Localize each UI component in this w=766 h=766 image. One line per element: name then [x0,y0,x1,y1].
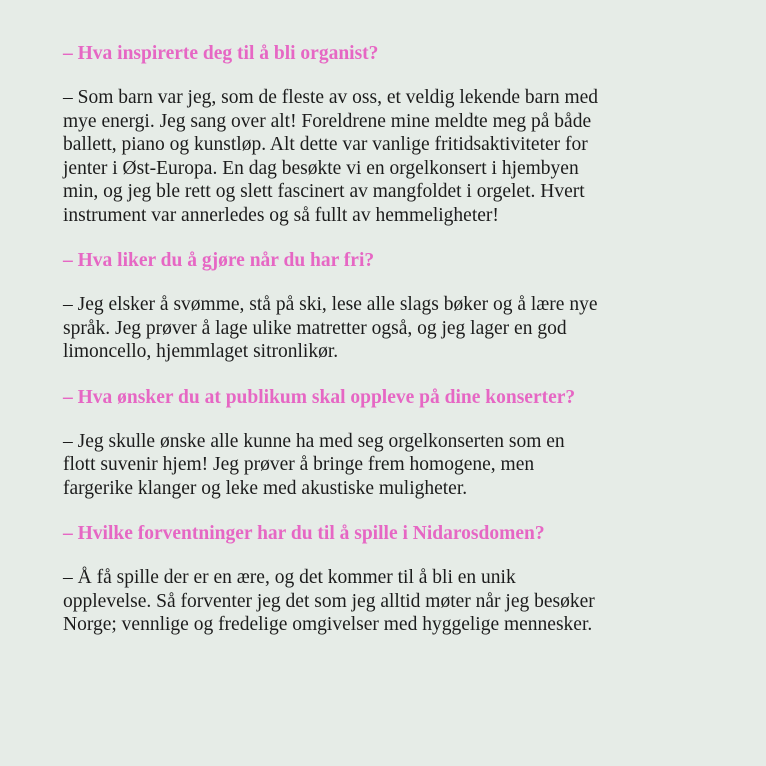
qa-block-3 [63,386,726,501]
answer-line: Norge; vennlige og fredelige omgivelser med hyggelige mennesker. [63,614,593,635]
answer-line: min, og jeg ble rett og slett fascinert av mangfoldet i orgelet. Hvert [63,181,585,202]
answer-line: – Jeg skulle ønske alle kunne ha med seg orgelkonserten som en [63,430,565,452]
answer-line: limoncello, hjemmlaget sitronlikør. [63,341,339,362]
answer-line: mye energi. Jeg sang over alt! Foreldrene mine meldte meg på både [63,110,592,132]
answer-line: språk. Jeg prøver å lage ulike matretter også, og jeg lager en god [63,317,567,339]
question-heading: – Hva inspirerte deg til å bli organist? [63,43,379,64]
answer-line: – Å få spille der er en ære, og det kommer til å bli en unik [63,567,516,588]
answer-paragraph [63,293,726,364]
answer-line: ballett, piano og kunstløp. Alt dette var vanlige fritidsaktiviteter for [63,134,588,155]
answer-line: jenter i Øst-Europa. En dag besøkte vi en orgelkonsert i hjembyen [63,157,579,179]
qa-block-4 [63,522,726,637]
answer-line: fargerike klanger og leke med akustiske muligheter. [63,477,468,499]
answer-line: instrument var annerledes og så fullt av hemmeligheter! [63,204,499,226]
question-heading: – Hvilke forventninger har du til å spille i Nidarosdomen? [63,523,545,544]
answer-line: – Som barn var jeg, som de fleste av oss, et veldig lekende barn med [63,87,599,108]
question-heading: – Hva liker du å gjøre når du har fri? [63,250,375,271]
answer-line: flott suvenir hjem! Jeg prøver å bringe frem homogene, men [63,454,535,475]
answer-paragraph [63,566,726,637]
qa-block-1 [63,42,726,227]
answer-paragraph [63,430,726,501]
question-heading: – Hva ønsker du at publikum skal oppleve på dine konserter? [63,386,576,408]
answer-line: opplevelse. Så forventer jeg det som jeg alltid møter når jeg besøker [63,590,595,612]
answer-paragraph [63,86,726,227]
qa-block-2 [63,249,726,364]
answer-line: – Jeg elsker å svømme, stå på ski, lese alle slags bøker og å lære nye [63,294,598,315]
